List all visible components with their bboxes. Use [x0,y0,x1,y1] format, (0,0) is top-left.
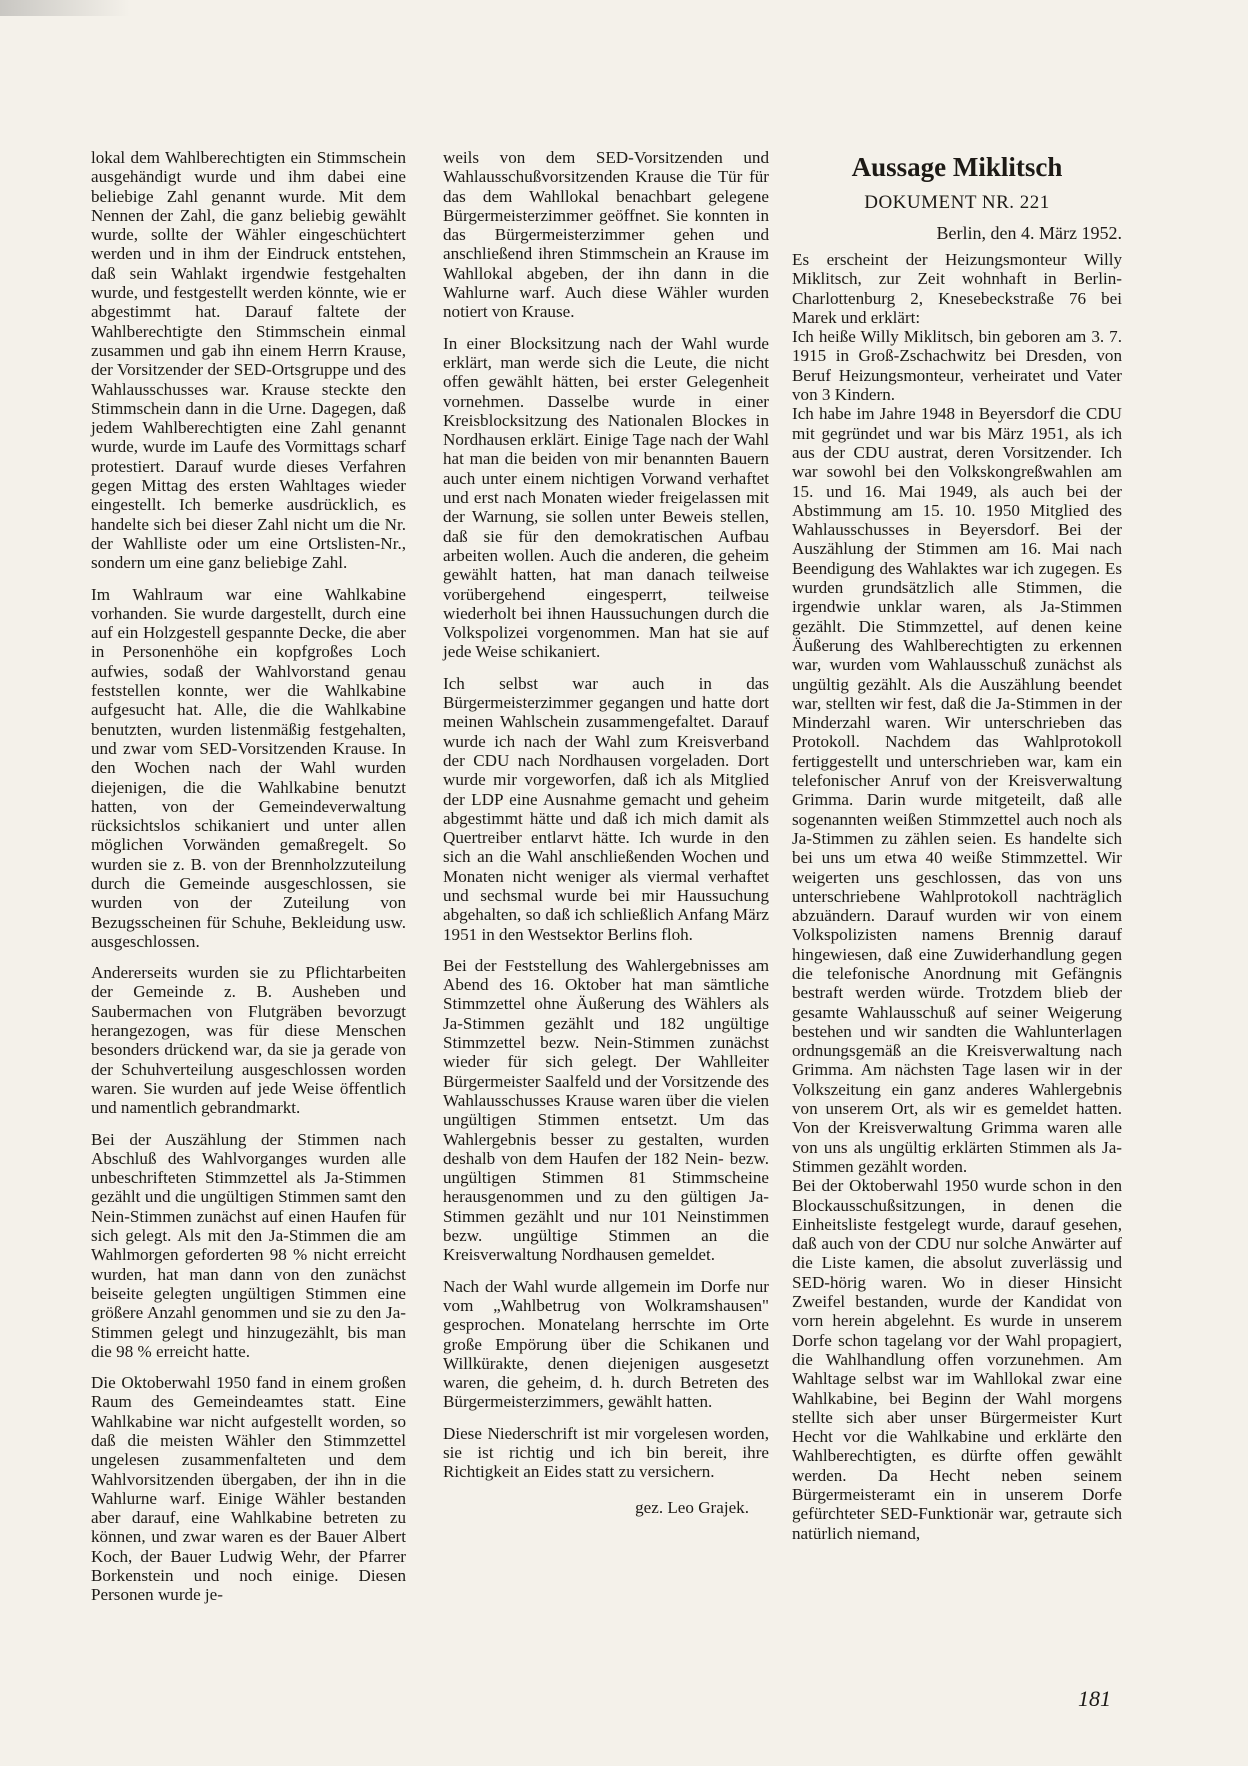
paragraph: Im Wahlraum war eine Wahlkabine vorhanden. Sie wurde dargestellt, durch eine auf ein Holzgestell gespannte Decke, die aber in Personenhöhe ein kopfgroßes Loch aufwies, sodaß der Wahlvorstand genau feststellen konnte, wer die Wahlkabine aufgesucht hat. Alle, die die Wahlkabine benutzten, wurden listenmäßig festgehalten, und zwar vom SED-Vorsitzenden Krause. In den Wochen nach der Wahl wurden diejenigen, die die Wahlkabine benutzt hatten, von der Gemeindeverwaltung rücksichtslos schikaniert und unter allen möglichen Vorwänden gemaßregelt. So wurden sie z. B. von der Brennholzzuteilung durch die Gemeinde ausgeschlossen, sie wurden von der Zuteilung von Bezugsscheinen für Schuhe, Bekleidung usw. ausgeschlossen. [91,584,406,951]
paragraph: Nach der Wahl wurde allgemein im Dorfe nur vom „Wahlbetrug von Wolkramshausen" gesprochen. Monatelang herrschte im Orte große Empörung über die Schikanen und Willkürakte, denen diejenigen ausgesetzt waren, die geheim, d. h. durch Betreten des Bürgermeisterzimmers, gewählt hatten. [443,1276,769,1412]
paragraph: Diese Niederschrift ist mir vorgelesen worden, sie ist richtig und ich bin bereit, ihre Richtigkeit an Eides statt zu versichern. [443,1423,769,1482]
paragraph: Andererseits wurden sie zu Pflichtarbeiten der Gemeinde z. B. Ausheben und Saubermachen von Flutgräben bevorzugt herangezogen, was für diese Menschen besonders drückend war, da sie ja gerade von der Schuhverteilung ausgeschlossen worden waren. Sie wurden auf jede Weise öffentlich und namentlich gebrandmarkt. [91,963,406,1118]
paragraph: weils von dem SED-Vorsitzenden und Wahlausschußvorsitzenden Krause die Tür für das dem Wahllokal benachbart gelegene Bürgermeisterzimmer geöffnet. Sie konnten in das Bürgermeisterzimmer gehen und anschließend ihren Stimmschein an Krause im Wahllokal abgeben, der ihn dann in die Wahlurne warf. Auch diese Wähler wurden notiert von Krause. [443,148,769,322]
dateline: Berlin, den 4. März 1952. [936,223,1122,243]
paragraph: Ich habe im Jahre 1948 in Beyersdorf die CDU mit gegründet und war bis März 1951, als ich aus der CDU austrat, deren Vorsitzender. Ich war sowohl bei den Volkskongreßwahlen am 15. und 16. Mai 1949, als auch bei der Abstimmung am 15. 10. 1950 Mitglied des Wahlausschusses in Beyersdorf. Bei der Auszählung der Stimmen am 16. Mai nach Beendigung des Wahlaktes war ich zugegen. Es wurden grundsätzlich alle Stimmen, die irgendwie unklar waren, als Ja-Stimmen gezählt. Die Stimmzettel, auf denen keine Äußerung des Wahlberechtigten zu erkennen war, wurden vom Wahlausschuß zunächst als ungültig gezählt. Als die Auszählung beendet war, stellten wir fest, daß die Ja-Stimmen in der Minderzahl waren. Wir unterschrieben das Protokoll. Nachdem das Wahlprotokoll fertiggestellt und unterschrieben war, kam ein telefonischer Anruf von der Kreisverwaltung Grimma. Darin wurde mitgeteilt, daß alle sogenannten weißen Stimmzettel auch noch als Ja-Stimmen zu zählen seien. Es handelte sich bei uns um etwa 40 weiße Stimmzettel. Wir weigerten uns geschlossen, das von uns unterschriebene Wahlprotokoll nachträglich abzuändern. Darauf wurden wir von einem Volkspolizisten namens Brennig darauf hingewiesen, daß eine Zuwiderhandlung gegen die telefonische Anordnung mit Gefängnis bestraft werden würde. Trotzdem blieb der gesamte Wahlausschuß auf seiner Weigerung bestehen und wir sandten die Wahlunterlagen ordnungsgemäß an die Kreisverwaltung nach Grimma. Am nächsten Tage lasen wir in der Volkszeitung ein ganz anderes Wahlergebnis von unserem Ort, als wir es gemeldet hatten. Von der Kreisverwaltung Grimma waren alle von uns als ungültig erklärten Stimmen als Ja-Stimmen gezählt worden. [792,404,1122,1176]
paragraph: In einer Blocksitzung nach der Wahl wurde erklärt, man werde sich die Leute, die nicht offen gewählt hätten, bei erster Gelegenheit vornehmen. Dasselbe wurde in einer Kreisblocksitzung des Nationalen Blockes in Nordhausen erklärt. Einige Tage nach der Wahl hat man die beiden von mir benannten Bauern auch unter einem nichtigen Vorwand verhaftet und erst nach Monaten wieder freigelassen mit der Warnung, sie sollen unter Beweis stellen, daß sie für den demokratischen Aufbau arbeiten wollen. Auch die anderen, die geheim gewählt hatten, hat man danach teilweise vorübergehend eingesperrt, teilweise wiederholt bei ihnen Haussuchungen durch die Volkspolizei vorgenommen. Man hat sie auf jede Weise schikaniert. [443,333,769,662]
paragraph: lokal dem Wahlberechtigten ein Stimmschein ausgehändigt wurde und ihm dabei eine beliebige Zahl genannt wurde. Mit dem Nennen der Zahl, die ganz beliebig gewählt wurde, sollte der Wähler eingeschüchtert werden und in ihm der Eindruck entstehen, daß sein Wahlakt irgendwie festgehalten wurde, und festgestellt werden könnte, wie er abgestimmt hat. Darauf faltete der Wahlberechtigte den Stimmschein einmal zusammen und gab ihn einem Herrn Krause, der Vorsitzender der SED-Ortsgruppe und des Wahlausschusses war. Krause steckte den Stimmschein dann in die Urne. Dagegen, daß jedem Wahlberechtigten eine Zahl genannt wurde, wurde im Laufe des Vormittags scharf protestiert. Darauf wurde dieses Verfahren gegen Mittag des ersten Wahltages wieder eingestellt. Ich bemerke ausdrücklich, es handelte sich bei dieser Zahl nicht um die Nr. der Wahlliste oder um eine Ortslisten-Nr., sondern um eine ganz beliebige Zahl. [91,148,406,573]
paragraph: Es erscheint der Heizungsmonteur Willy Miklitsch, zur Zeit wohnhaft in Berlin-Charlottenburg 2, Knesebeckstraße 76 bei Marek und erklärt: [792,250,1122,327]
text-column-right [792,152,1122,1543]
paragraph: Die Oktoberwahl 1950 fand in einem großen Raum des Gemeindeamtes statt. Eine Wahlkabine war nicht aufgestellt worden, so daß die meisten Wähler den Stimmzettel ungelesen zusammenfalteten und dem Wahlvorsitzenden übergaben, der ihn in die Wahlurne warf. Einige Wähler bestanden aber darauf, eine Wahlkabine betreten zu können, und zwar waren es der Bauer Albert Koch, der Bauer Ludwig Wehr, der Pfarrer Borkenstein und noch einige. Diesen Personen wurde je- [91,1373,406,1605]
section-heading: Aussage Miklitsch [851,152,1063,182]
paragraph: Ich selbst war auch in das Bürgermeisterzimmer gegangen und hatte dort meinen Wahlschein zusammengefaltet. Darauf wurde ich nach der Wahl zum Kreisverband der CDU nach Nordhausen vorgeladen. Dort wurde mir vorgeworfen, daß ich als Mitglied der LDP eine Ausnahme gemacht und geheim abgestimmt hätte und daß ich mich damit als Quertreiber entlarvt hätte. Ich wurde in den sich an die Wahl anschließenden Wochen und Monaten nicht weniger als viermal verhaftet und sechsmal wurde bei mir Haussuchung abgehalten, so daß ich schließlich Anfang März 1951 in den Westsektor Berlins floh. [443,673,769,944]
paragraph: Bei der Oktoberwahl 1950 wurde schon in den Blockausschußsitzungen, in denen die Einheitsliste festgelegt wurde, darauf gesehen, daß auch von der CDU nur solche Anwärter auf die Liste kamen, die absolut zuverlässig und SED-hörig waren. Wo in dieser Hinsicht Zweifel bestanden, wurde der Kandidat von vorn herein abgelehnt. Es wurde in unserem Dorfe schon tagelang vor der Wahl propagiert, die Wahlhandlung offen vorzunehmen. Am Wahltage selbst war im Wahllokal zwar eine Wahlkabine, bei Beginn der Wahl morgens stellte sich aber unser Bürgermeister Kurt Hecht vor die Wahlkabine und erklärte den Wahlberechtigten, es dürfte offen gewählt werden. Da Hecht neben seinem Bürgermeisteramt ein in unserem Dorfe gefürchteter SED-Funktionär war, getraute sich natürlich niemand, [792,1176,1122,1543]
text-column-middle [443,148,769,1529]
signature: gez. Leo Grajek. [635,1497,749,1517]
paragraph: Bei der Auszählung der Stimmen nach Abschluß des Wahlvorganges wurden alle unbeschrifteten Stimmzettel als Ja-Stimmen gezählt und die ungültigen Stimmen samt den Nein-Stimmen zunächst auf einen Haufen für sich gelegt. Als mit den Ja-Stimmen die am Wahlmorgen geforderten 98 % nicht erreicht wurden, hat man dann von den zunächst beiseite gelegten ungültigen Stimmen eine größere Anzahl genommen und sie zu den Ja-Stimmen gelegt und hinzugezählt, bis man die 98 % erreicht hatte. [91,1129,406,1361]
page-number: 181 [1078,1686,1111,1711]
paragraph: Ich heiße Willy Miklitsch, bin geboren am 3. 7. 1915 in Groß-Zschachwitz bei Dresden, von Beruf Heizungsmonteur, verheiratet und Vater von 3 Kindern. [792,327,1122,405]
scan-artifact [0,0,130,16]
document-number: DOKUMENT NR. 221 [864,192,1050,213]
paragraph: Bei der Feststellung des Wahlergebnisses am Abend des 16. Oktober hat man sämtliche Stimmzettel ohne Äußerung des Wählers als Ja-Stimmen gezählt und 182 ungültige Stimmzettel bezw. Nein-Stimmen zunächst wieder für sich gelegt. Der Wahlleiter Bürgermeister Saalfeld und der Vorsitzende des Wahlausschusses Krause waren über die vielen ungültigen Stimmen entsetzt. Um das Wahlergebnis besser zu gestalten, wurden deshalb von dem Haufen der 182 Nein- bezw. ungültigen Stimmen 81 Stimmscheine herausgenommen und zu den gültigen Ja-Stimmen gezählt und nur 101 Neinstimmen bezw. ungültige Stimmen an die Kreisverwaltung Nordhausen gemeldet. [443,955,769,1265]
text-column-left [91,148,406,1617]
